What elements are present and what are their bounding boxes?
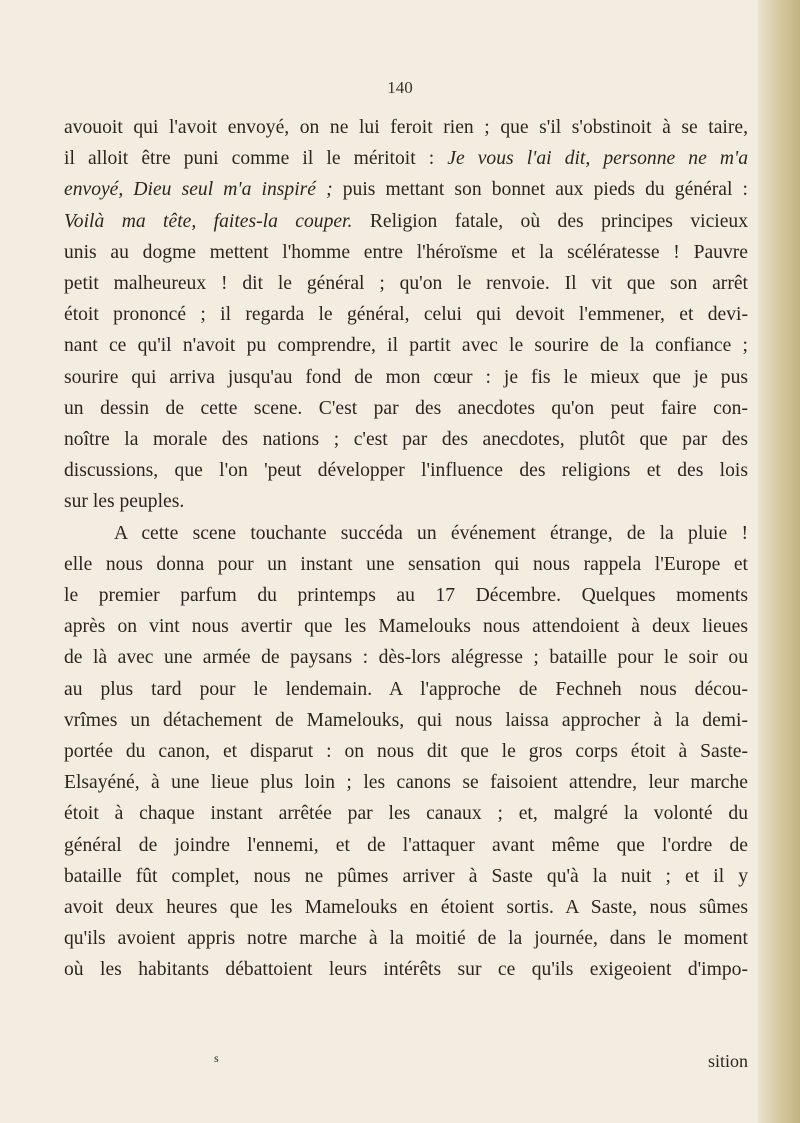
text-line: après on vint nous avertir que les Mamelouks nous attendoient à deux lieues (64, 616, 748, 638)
text-line: unis au dogme mettent l'homme entre l'héroïsme et la scélératesse ! Pauvre (64, 241, 748, 263)
page-number: 140 (387, 78, 413, 97)
paragraph-end-line: sur les peuples. (64, 491, 185, 513)
body-text (64, 112, 748, 986)
text-line: avoit deux heures que les Mamelouks en étoient sortis. A Saste, nous sûmes (64, 897, 748, 919)
paragraph-start-line: A cette scene touchante succéda un événement étrange, de la pluie ! (114, 522, 748, 544)
text-line: au plus tard pour le lendemain. A l'approche de Fechneh nous décou- (64, 678, 748, 700)
text-line: le premier parfum du printemps au 17 Décembre. Quelques moments (64, 585, 748, 607)
text-line: avouoit qui l'avoit envoyé, on ne lui feroit rien ; que s'il s'obstinoit à se taire, (64, 117, 748, 138)
text-line: étoit prononcé ; il regarda le général, celui qui devoit l'emmener, et devi- (64, 304, 748, 326)
text-line: elle nous donna pour un instant une sensation qui nous rappela l'Europe et (64, 553, 748, 575)
catchword: sition (707, 1051, 748, 1071)
italic-quote: Je vous l'ai dit, personne ne m'a (447, 148, 748, 170)
signature-mark: s (214, 1051, 219, 1065)
text-line: nant ce qu'il n'avoit pu comprendre, il partit avec le sourire de la confiance ; (64, 335, 748, 357)
page-footer (64, 1051, 748, 1077)
italic-quote: envoyé, Dieu seul m'a inspiré ; (64, 179, 333, 201)
text-line: Voilà ma tête, faites-la couper. Religion fatale, où des principes vicieux (64, 210, 748, 232)
text-line: bataille fût complet, nous ne pûmes arriver à Saste qu'à la nuit ; et il y (64, 865, 748, 887)
text-line: où les habitants débattoient leurs intérêts sur ce qu'ils exigeoient d'impo- (64, 959, 748, 981)
text-line: qu'ils avoient appris notre marche à la moitié de la journée, dans le moment (64, 928, 748, 950)
text-line: envoyé, Dieu seul m'a inspiré ; puis mettant son bonnet aux pieds du général : (64, 179, 749, 201)
text-line: vrîmes un détachement de Mamelouks, qui nous laissa approcher à la demi- (64, 709, 748, 731)
page-edge-shadow (758, 0, 800, 1123)
text-line: de là avec une armée de paysans : dès-lors alégresse ; bataille pour le soir ou (64, 647, 748, 669)
text-line: il alloit être puni comme il le méritoit : Je vous l'ai dit, personne ne m'a (64, 148, 748, 170)
text-line: portée du canon, et disparut : on nous dit que le gros corps étoit à Saste- (64, 741, 748, 763)
text-line: étoit à chaque instant arrêtée par les canaux ; et, malgré la volonté du (64, 803, 748, 825)
text-line: un dessin de cette scene. C'est par des anecdotes qu'on peut faire con- (64, 397, 748, 419)
text-line: général de joindre l'ennemi, et de l'attaquer avant même que l'ordre de (64, 834, 748, 856)
text-line: Elsayéné, à une lieue plus loin ; les canons se faisoient attendre, leur marche (64, 772, 748, 794)
text-line: noître la morale des nations ; c'est par des anecdotes, plutôt que par des (64, 429, 748, 451)
text-line: petit malheureux ! dit le général ; qu'on le renvoie. Il vit que son arrêt (64, 273, 748, 295)
text-line: discussions, que l'on 'peut développer l'influence des religions et des lois (64, 460, 748, 482)
text-line: sourire qui arriva jusqu'au fond de mon cœur : je fis le mieux que je pus (64, 366, 748, 388)
italic-quote: Voilà ma tête, faites-la couper. (64, 210, 353, 232)
